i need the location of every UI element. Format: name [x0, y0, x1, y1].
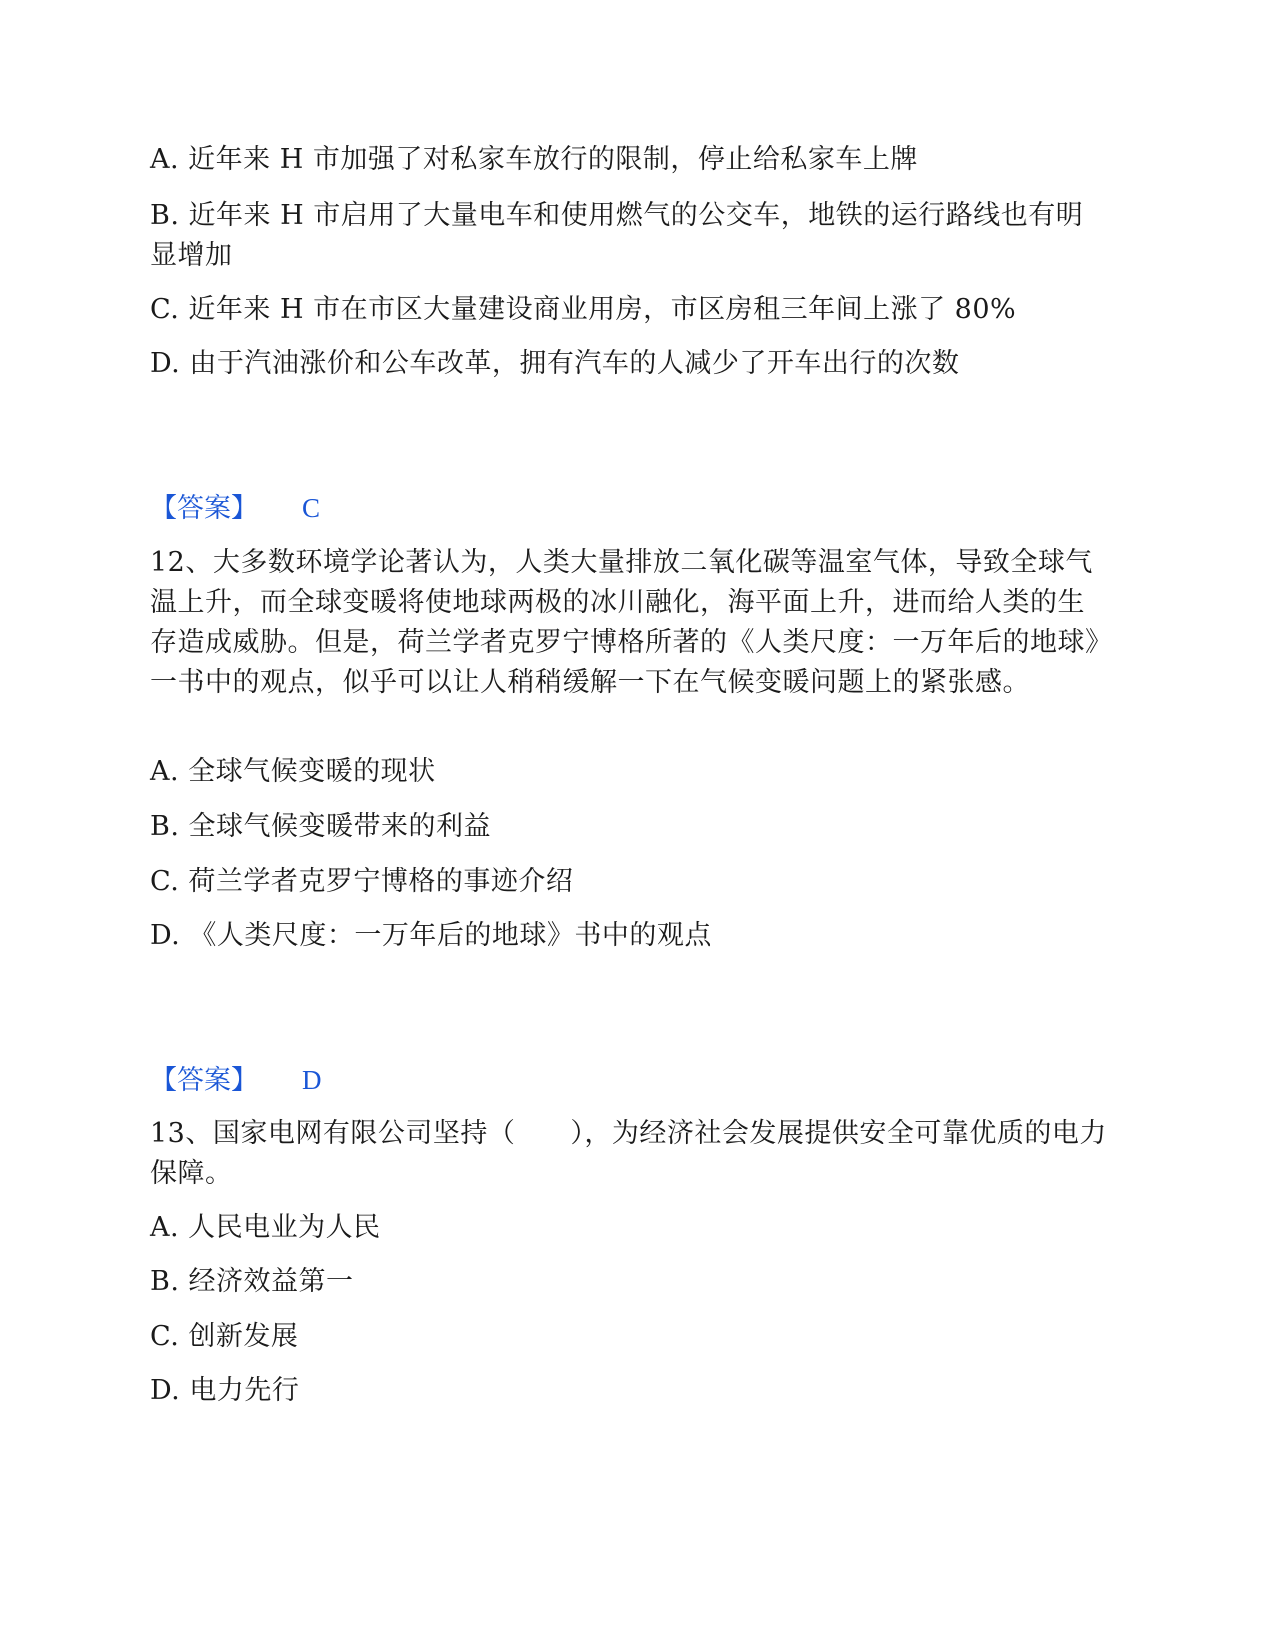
q11-option-a: A. 近年来 H 市加强了对私家车放行的限制，停止给私家车上牌 [150, 144, 918, 175]
q11-option-b: B. 近年来 H 市启用了大量电车和使用燃气的公交车，地铁的运行路线也有明显增加 [150, 200, 1084, 271]
q13-option-c: C. 创新发展 [150, 1321, 299, 1352]
q13-option-d: D. 电力先行 [150, 1375, 300, 1406]
answer-value: C [302, 493, 321, 523]
answer-label: 【答案】 [150, 493, 258, 524]
q13-option-a: A. 人民电业为人民 [150, 1212, 381, 1243]
q12-option-d: D. 《人类尺度：一万年后的地球》书中的观点 [150, 920, 712, 951]
answer-label: 【答案】 [150, 1065, 258, 1096]
q12-option-c: C. 荷兰学者克罗宁博格的事迹介绍 [150, 866, 574, 897]
q13-stem: 13、国家电网有限公司坚持（ ），为经济社会发展提供安全可靠优质的电力保障。 [150, 1118, 1107, 1189]
q11-answer [150, 488, 320, 529]
q12-answer [150, 1060, 322, 1101]
q11-option-d: D. 由于汽油涨价和公车改革，拥有汽车的人减少了开车出行的次数 [150, 348, 960, 379]
q12-option-b: B. 全球气候变暖带来的利益 [150, 811, 492, 842]
q12-option-a: A. 全球气候变暖的现状 [150, 756, 436, 787]
q11-option-c: C. 近年来 H 市在市区大量建设商业用房，市区房租三年间上涨了 80% [150, 294, 1017, 325]
q12-stem: 12、大多数环境学论著认为，人类大量排放二氧化碳等温室气体，导致全球气温上升，而全球变暖将使地球两极的冰川融化，海平面上升，进而给人类的生存造成威胁。但是，荷兰学者克罗宁博格所著的《人类尺度：一万年后的地球》一书中的观点，似乎可以让人稍稍缓解一下在气候变暖问题上的紧张感。 [150, 547, 1099, 698]
answer-value: D [302, 1065, 322, 1095]
q13-option-b: B. 经济效益第一 [150, 1266, 354, 1297]
